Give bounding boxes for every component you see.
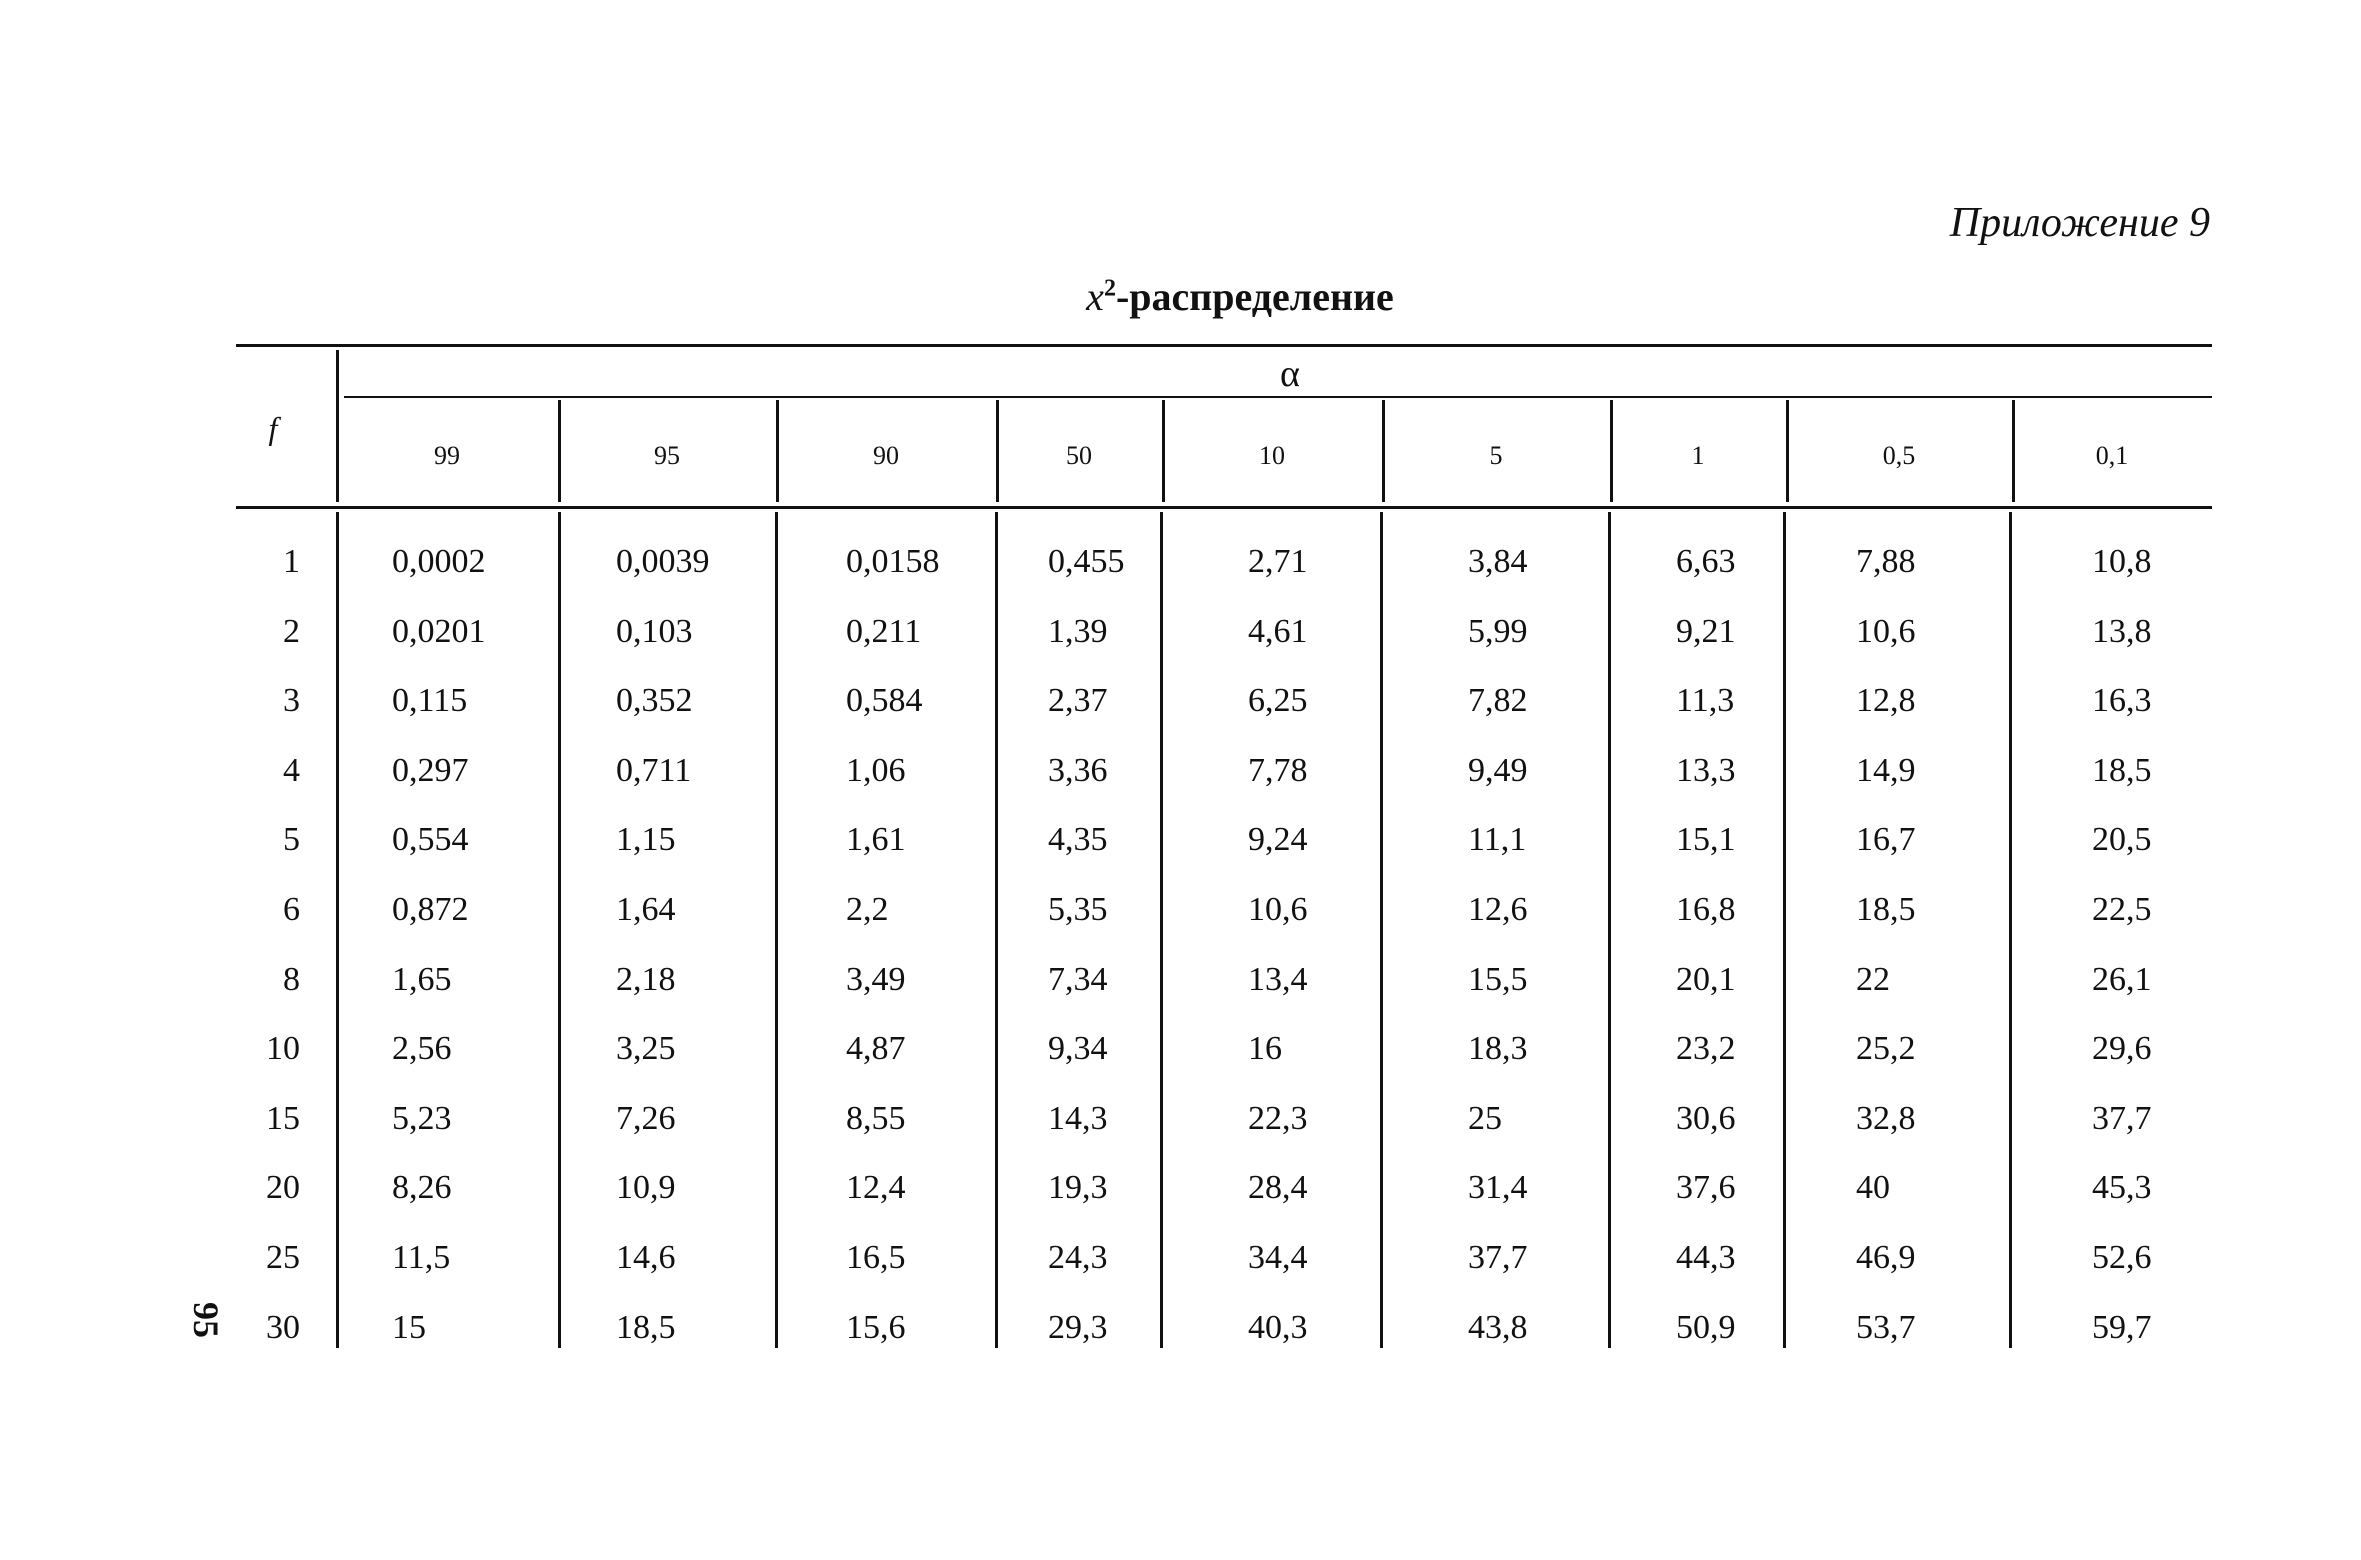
column-header: 50 xyxy=(1066,441,1092,470)
column-divider-header xyxy=(336,350,339,502)
row-label-f: 2 xyxy=(283,612,300,650)
table-cell: 32,8 xyxy=(1856,1099,1916,1137)
table-cell: 16,7 xyxy=(1856,821,1916,859)
table-cell: 12,6 xyxy=(1468,891,1528,928)
table-cell: 4,35 xyxy=(1048,821,1108,859)
table-cell: 0,584 xyxy=(846,682,923,720)
table-cell: 37,6 xyxy=(1676,1169,1736,1207)
table-cell: 8,26 xyxy=(392,1169,452,1207)
row-label-f: 6 xyxy=(283,891,300,928)
table-cell: 9,24 xyxy=(1248,821,1308,859)
column-divider-header xyxy=(776,400,779,502)
table-cell: 2,37 xyxy=(1048,682,1108,720)
column-divider-body xyxy=(1380,512,1383,1348)
table-cell: 3,49 xyxy=(846,960,906,998)
table-cell: 10,6 xyxy=(1248,891,1308,928)
table-cell: 28,4 xyxy=(1248,1169,1308,1207)
column-header: 99 xyxy=(434,441,460,470)
table-cell: 2,18 xyxy=(616,960,676,998)
table-cell: 0,0158 xyxy=(846,543,940,580)
table-cell: 12,4 xyxy=(846,1169,906,1207)
table-cell: 40,3 xyxy=(1248,1308,1308,1346)
table-cell: 11,1 xyxy=(1468,821,1527,859)
column-divider-body xyxy=(1783,512,1786,1348)
table-cell: 16 xyxy=(1248,1030,1282,1068)
table-cell: 0,103 xyxy=(616,612,693,650)
table-cell: 5,99 xyxy=(1468,612,1528,650)
table-cell: 22 xyxy=(1856,960,1890,998)
table-cell: 3,84 xyxy=(1468,543,1528,580)
table-cell: 23,2 xyxy=(1676,1030,1736,1068)
table-cell: 2,56 xyxy=(392,1030,452,1068)
table-cell: 9,34 xyxy=(1048,1030,1108,1068)
table-cell: 2,71 xyxy=(1248,543,1308,580)
column-divider-body xyxy=(336,512,339,1348)
table-cell: 4,87 xyxy=(846,1030,906,1068)
table-cell: 25 xyxy=(1468,1099,1502,1137)
table-cell: 29,3 xyxy=(1048,1308,1108,1346)
table-cell: 7,34 xyxy=(1048,960,1108,998)
table-cell: 34,4 xyxy=(1248,1239,1308,1276)
table-cell: 43,8 xyxy=(1468,1308,1528,1346)
table-cell: 7,78 xyxy=(1248,751,1308,789)
row-label-f: 30 xyxy=(266,1308,300,1346)
table-cell: 18,3 xyxy=(1468,1030,1528,1068)
column-header: 1 xyxy=(1691,441,1705,470)
table-cell: 9,21 xyxy=(1676,612,1736,650)
table-cell: 26,1 xyxy=(2092,960,2152,998)
row-label-f: 1 xyxy=(283,543,300,580)
appendix-label: Приложение 9 xyxy=(1949,200,2210,246)
table-cell: 11,5 xyxy=(392,1239,451,1276)
table-cell: 1,15 xyxy=(616,821,676,859)
table-cell: 12,8 xyxy=(1856,682,1916,720)
column-divider-header xyxy=(1610,400,1613,502)
table-cell: 5,23 xyxy=(392,1099,452,1137)
table-cell: 45,3 xyxy=(2092,1169,2152,1207)
table-cell: 53,7 xyxy=(1856,1308,1916,1346)
table-cell: 6,63 xyxy=(1676,543,1736,580)
column-header: 0,5 xyxy=(1882,441,1916,470)
column-divider-body xyxy=(1160,512,1163,1348)
table-cell: 13,4 xyxy=(1248,960,1308,998)
title-symbol: x xyxy=(1086,274,1104,319)
table-cell: 14,6 xyxy=(616,1239,676,1276)
table-cell: 6,25 xyxy=(1248,682,1308,720)
table-cell: 13,8 xyxy=(2092,612,2152,650)
column-divider-header xyxy=(1162,400,1165,502)
column-divider-body xyxy=(2009,512,2012,1348)
table-cell: 40 xyxy=(1856,1169,1890,1207)
table-cell: 8,55 xyxy=(846,1099,906,1137)
table-cell: 3,36 xyxy=(1048,751,1108,789)
table-cell: 18,5 xyxy=(1856,891,1916,928)
alpha-underline-rule xyxy=(344,396,2212,398)
table-cell: 46,9 xyxy=(1856,1239,1916,1276)
table-cell: 1,06 xyxy=(846,751,906,789)
table-cell: 0,211 xyxy=(846,612,922,650)
table-cell: 3,25 xyxy=(616,1030,676,1068)
table-cell: 18,5 xyxy=(2092,751,2152,789)
column-header: 95 xyxy=(654,441,680,470)
table-cell: 10,8 xyxy=(2092,543,2152,580)
column-divider-header xyxy=(1382,400,1385,502)
table-cell: 0,0201 xyxy=(392,612,486,650)
table-cell: 37,7 xyxy=(1468,1239,1528,1276)
column-divider-header xyxy=(2012,400,2015,502)
table-cell: 29,6 xyxy=(2092,1030,2152,1068)
table-cell: 20,5 xyxy=(2092,821,2152,859)
page-number: 95 xyxy=(186,1302,226,1338)
table-cell: 19,3 xyxy=(1048,1169,1108,1207)
row-label-f: 25 xyxy=(266,1239,300,1276)
column-divider-header xyxy=(558,400,561,502)
row-label-f: 4 xyxy=(283,751,300,789)
table-cell: 37,7 xyxy=(2092,1099,2152,1137)
column-divider-body xyxy=(1608,512,1611,1348)
table-cell: 44,3 xyxy=(1676,1239,1736,1276)
header-bottom-rule xyxy=(236,506,2212,509)
row-header-f: f xyxy=(268,410,278,446)
table-cell: 31,4 xyxy=(1468,1169,1528,1207)
table-cell: 4,61 xyxy=(1248,612,1308,650)
table-cell: 11,3 xyxy=(1676,682,1735,720)
table-cell: 1,61 xyxy=(846,821,906,859)
table-cell: 1,64 xyxy=(616,891,676,928)
table-cell: 15,5 xyxy=(1468,960,1528,998)
title-text: -распределение xyxy=(1115,274,1394,319)
row-label-f: 10 xyxy=(266,1030,300,1068)
table-cell: 25,2 xyxy=(1856,1030,1916,1068)
table-cell: 30,6 xyxy=(1676,1099,1736,1137)
row-label-f: 3 xyxy=(283,682,300,720)
column-divider-body xyxy=(775,512,778,1348)
column-header: 0,1 xyxy=(2095,441,2129,470)
title-superscript: 2 xyxy=(1103,275,1116,302)
table-cell: 0,554 xyxy=(392,821,469,859)
table-cell: 13,3 xyxy=(1676,751,1736,789)
table-cell: 22,3 xyxy=(1248,1099,1308,1137)
table-cell: 7,88 xyxy=(1856,543,1916,580)
table-cell: 16,3 xyxy=(2092,682,2152,720)
table-cell: 0,0039 xyxy=(616,543,710,580)
row-label-f: 15 xyxy=(266,1099,300,1137)
table-cell: 14,9 xyxy=(1856,751,1916,789)
table-cell: 0,297 xyxy=(392,751,469,789)
table-cell: 15,6 xyxy=(846,1308,906,1346)
table-cell: 16,8 xyxy=(1676,891,1736,928)
table-cell: 52,6 xyxy=(2092,1239,2152,1276)
row-label-f: 20 xyxy=(266,1169,300,1207)
table-cell: 15,1 xyxy=(1676,821,1736,859)
table-cell: 59,7 xyxy=(2092,1308,2152,1346)
table-cell: 0,711 xyxy=(616,751,692,789)
table-cell: 10,6 xyxy=(1856,612,1916,650)
column-divider-header xyxy=(996,400,999,502)
table-cell: 22,5 xyxy=(2092,891,2152,928)
table-cell: 1,65 xyxy=(392,960,452,998)
table-cell: 15 xyxy=(392,1308,426,1346)
column-divider-header xyxy=(1786,400,1789,502)
table-top-rule xyxy=(236,344,2212,347)
table-title xyxy=(1000,272,1480,322)
table-cell: 0,455 xyxy=(1048,543,1125,580)
table-cell: 9,49 xyxy=(1468,751,1528,789)
table-cell: 0,352 xyxy=(616,682,693,720)
table-cell: 0,872 xyxy=(392,891,469,928)
table-cell: 14,3 xyxy=(1048,1099,1108,1137)
column-header: 5 xyxy=(1489,441,1503,470)
table-cell: 0,115 xyxy=(392,682,468,720)
column-header: 90 xyxy=(873,441,899,470)
table-cell: 20,1 xyxy=(1676,960,1736,998)
table-cell: 7,26 xyxy=(616,1099,676,1137)
table-cell: 5,35 xyxy=(1048,891,1108,928)
table-cell: 0,0002 xyxy=(392,543,486,580)
row-label-f: 8 xyxy=(283,960,300,998)
table-cell: 24,3 xyxy=(1048,1239,1108,1276)
column-divider-body xyxy=(995,512,998,1348)
table-cell: 10,9 xyxy=(616,1169,676,1207)
table-cell: 7,82 xyxy=(1468,682,1528,720)
column-header: 10 xyxy=(1259,441,1285,470)
table-cell: 50,9 xyxy=(1676,1308,1736,1346)
table-cell: 16,5 xyxy=(846,1239,906,1276)
column-divider-body xyxy=(558,512,561,1348)
table-cell: 2,2 xyxy=(846,891,889,928)
table-cell: 1,39 xyxy=(1048,612,1108,650)
row-label-f: 5 xyxy=(283,821,300,859)
group-header-alpha: α xyxy=(1280,353,1300,395)
table-cell: 18,5 xyxy=(616,1308,676,1346)
